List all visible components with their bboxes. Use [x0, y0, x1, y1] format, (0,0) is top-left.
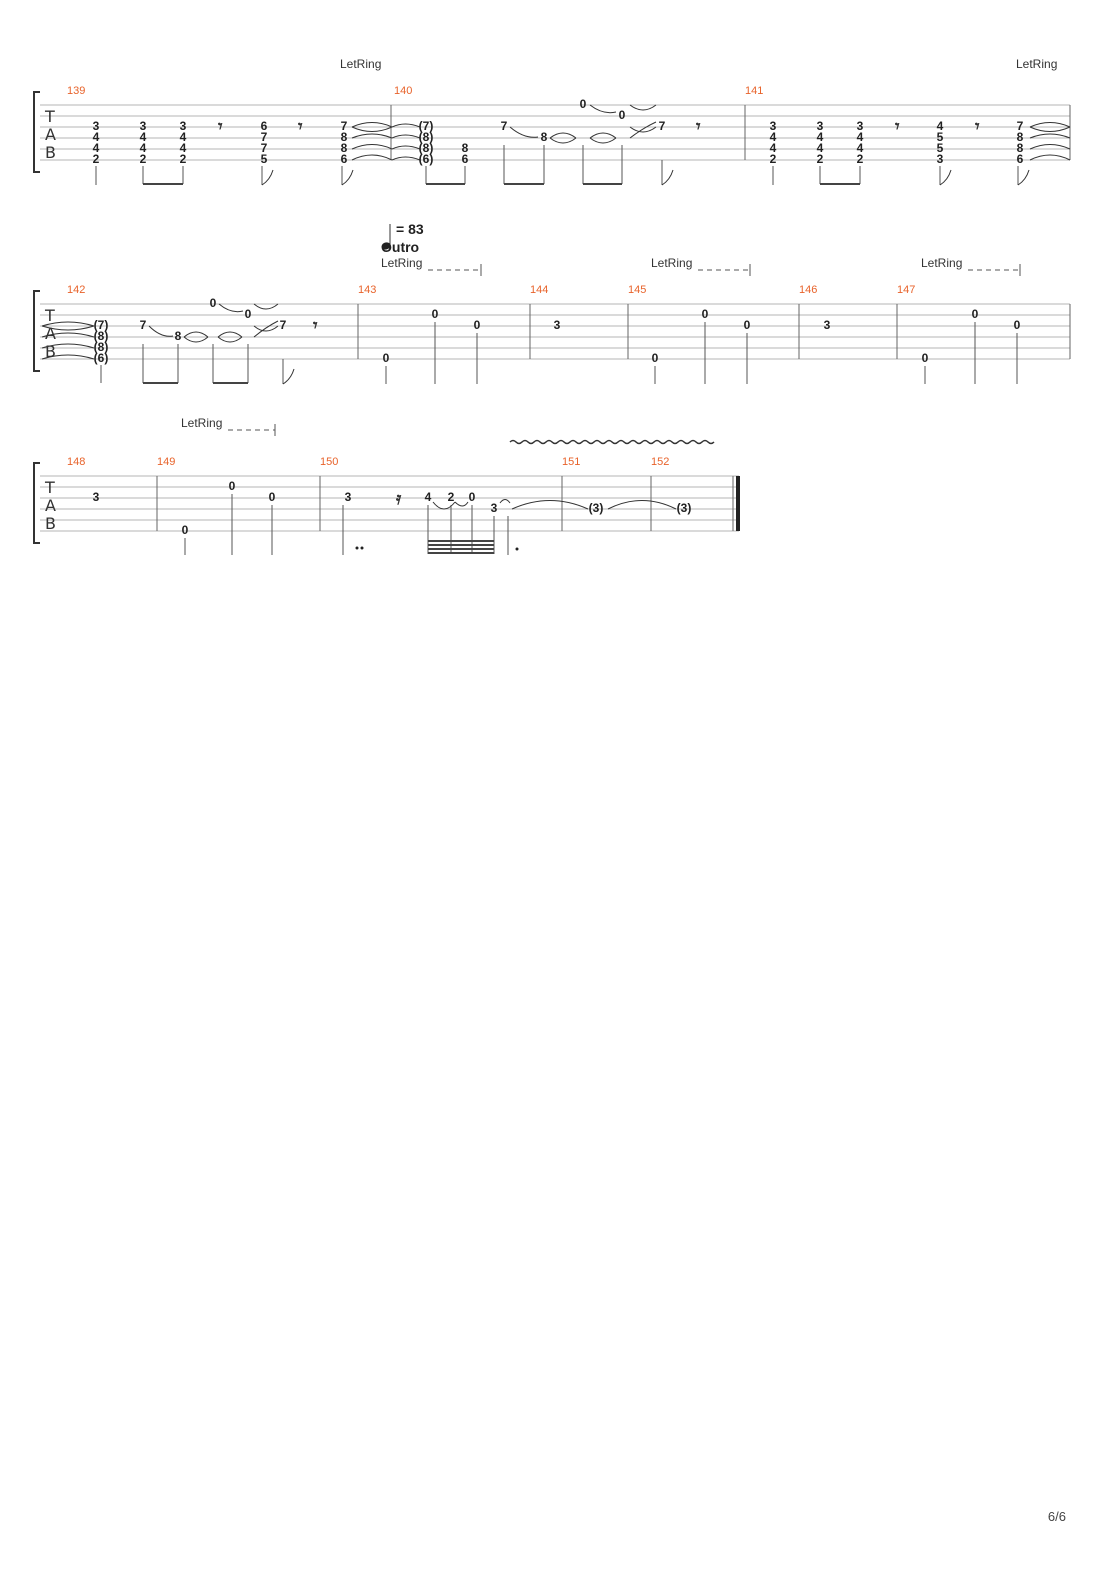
measure-number: 139	[67, 85, 86, 97]
eighth-rest: 𝄾	[975, 117, 980, 137]
tab-clef-a: A	[45, 324, 56, 343]
fret-number: 4	[179, 141, 187, 155]
fret-number: 3	[139, 119, 147, 133]
fret-number: 4	[139, 130, 147, 144]
measure-140	[392, 97, 701, 185]
fret-number: 3	[816, 119, 824, 133]
fret-number: 7	[1016, 119, 1024, 133]
fret-number: (8)	[418, 130, 434, 144]
fret-number: 0	[382, 351, 390, 365]
measure-148	[93, 490, 100, 504]
fret-number: 4	[424, 490, 432, 504]
measure-number: 152	[651, 456, 670, 468]
let-ring-marker	[381, 256, 481, 276]
system-bracket	[34, 92, 40, 172]
tab-clef-t: T	[45, 107, 55, 126]
fret-number: 3	[936, 152, 944, 166]
measure-147	[922, 307, 1021, 384]
tab-strings	[40, 476, 739, 531]
tab-strings	[40, 105, 1070, 160]
fret-number: 3	[553, 318, 561, 332]
measure-150	[343, 489, 588, 555]
fret-number: (3)	[588, 501, 604, 515]
fret-number: 7	[340, 119, 348, 133]
fret-number: 8	[540, 130, 548, 144]
page-number: 6/6	[1047, 1509, 1066, 1524]
final-barline	[736, 476, 740, 531]
fret-number: 4	[856, 141, 864, 155]
measure-142	[42, 296, 318, 384]
measure-146	[824, 318, 831, 332]
fret-number: 2	[179, 152, 187, 166]
fret-number: 5	[936, 130, 944, 144]
fret-number: 7	[658, 119, 666, 133]
measure-number: 149	[157, 456, 176, 468]
measure-144	[554, 318, 561, 332]
fret-number: 4	[179, 130, 187, 144]
fret-number: (8)	[418, 141, 434, 155]
fret-number: (7)	[418, 119, 434, 133]
fret-number: 5	[936, 141, 944, 155]
fret-number: 4	[936, 119, 944, 133]
measure-number: 143	[358, 284, 377, 296]
fret-number: 4	[769, 141, 777, 155]
measure-149	[182, 479, 276, 555]
fret-number: 8	[1016, 130, 1024, 144]
fret-number: 3	[490, 501, 498, 515]
system-3	[34, 416, 740, 555]
vibrato-marker	[510, 441, 714, 444]
fret-number: 0	[209, 296, 217, 310]
fret-number: 0	[181, 523, 189, 537]
tab-clef-b: B	[45, 342, 56, 361]
fret-number: 6	[260, 119, 268, 133]
fret-number: 2	[92, 152, 100, 166]
fret-number: 0	[579, 97, 587, 111]
fret-number: 6	[340, 152, 348, 166]
fret-number: 2	[856, 152, 864, 166]
svg-text:LetRing: LetRing	[381, 256, 423, 270]
measure-number: 145	[628, 284, 647, 296]
fret-number: 2	[139, 152, 147, 166]
fret-number: 2	[447, 490, 455, 504]
tab-clef-a: A	[45, 496, 56, 515]
fret-number: 0	[618, 108, 626, 122]
fret-number: 3	[856, 119, 864, 133]
tab-clef-t: T	[45, 478, 55, 497]
fret-number: 4	[92, 130, 100, 144]
fret-number: 8	[340, 130, 348, 144]
fret-number: 4	[769, 130, 777, 144]
fret-number: 2	[769, 152, 777, 166]
fret-number: 4	[139, 141, 147, 155]
fret-number: (7)	[93, 318, 109, 332]
eighth-rest: 𝄾	[313, 316, 318, 336]
fret-number: 0	[468, 490, 476, 504]
let-ring-marker: LetRing	[340, 57, 382, 71]
eighth-rest: 𝄾	[298, 117, 303, 137]
fret-number: 3	[179, 119, 187, 133]
eighth-rest: 𝄾	[218, 117, 223, 137]
svg-text:LetRing: LetRing	[181, 416, 223, 430]
fret-number: 7	[139, 318, 147, 332]
measure-152	[677, 501, 692, 515]
fret-number: 4	[816, 130, 824, 144]
fret-number: 0	[743, 318, 751, 332]
fret-number: 5	[260, 152, 268, 166]
fret-number: 2	[816, 152, 824, 166]
fret-number: 4	[816, 141, 824, 155]
system-bracket	[34, 463, 40, 543]
fret-number: 3	[769, 119, 777, 133]
fret-number: 0	[431, 307, 439, 321]
fret-number: 4	[856, 130, 864, 144]
fret-number: 3	[344, 490, 352, 504]
measure-143	[383, 307, 481, 384]
fret-number: 0	[701, 307, 709, 321]
fret-number: 4	[92, 141, 100, 155]
measure-number: 148	[67, 456, 86, 468]
measure-number: 150	[320, 456, 339, 468]
fret-number: 8	[1016, 141, 1024, 155]
fret-number: 8	[174, 329, 182, 343]
fret-number: 0	[473, 318, 481, 332]
system-1	[34, 57, 1070, 185]
fret-number: 7	[279, 318, 287, 332]
fret-number: (3)	[676, 501, 692, 515]
fret-number: (6)	[93, 351, 109, 365]
fret-number: 3	[823, 318, 831, 332]
measure-number: 146	[799, 284, 818, 296]
tempo-value: = 83	[396, 221, 424, 237]
measure-number: 141	[745, 85, 764, 97]
measure-145	[652, 307, 751, 384]
let-ring-marker	[181, 416, 275, 436]
fret-number: 0	[1013, 318, 1021, 332]
sixteenth-rest: 𝄿	[396, 489, 402, 509]
fret-number: 3	[92, 119, 100, 133]
fret-number: 7	[500, 119, 508, 133]
fret-number: (8)	[93, 340, 109, 354]
measure-number: 151	[562, 456, 581, 468]
fret-number: 6	[461, 152, 469, 166]
fret-number: 8	[461, 141, 469, 155]
system-bracket	[34, 291, 40, 371]
fret-number: 0	[971, 307, 979, 321]
section-label: Outro	[381, 239, 420, 255]
measure-number: 140	[394, 85, 413, 97]
measure-number: 142	[67, 284, 86, 296]
fret-number: 7	[260, 141, 268, 155]
eighth-rest: 𝄾	[696, 117, 701, 137]
tab-clef-a: A	[45, 125, 56, 144]
let-ring-marker	[921, 256, 1020, 276]
measure-number: 147	[897, 284, 916, 296]
eighth-rest: 𝄾	[895, 117, 900, 137]
fret-number: (6)	[418, 152, 434, 166]
fret-number: 0	[921, 351, 929, 365]
fret-number: 8	[340, 141, 348, 155]
fret-number: 0	[244, 307, 252, 321]
measure-151	[589, 501, 676, 516]
let-ring-marker	[651, 256, 750, 276]
fret-number: 0	[228, 479, 236, 493]
fret-number: 0	[651, 351, 659, 365]
tab-clef-b: B	[45, 514, 56, 533]
tab-clef-b: B	[45, 143, 56, 162]
fret-number: (8)	[93, 329, 109, 343]
measure-number: 144	[530, 284, 549, 296]
fret-number: 3	[92, 490, 100, 504]
fret-number: 7	[260, 130, 268, 144]
svg-text:LetRing: LetRing	[921, 256, 963, 270]
svg-text:LetRing: LetRing	[651, 256, 693, 270]
system-2	[34, 221, 1070, 384]
fret-number: 6	[1016, 152, 1024, 166]
fret-number: 0	[268, 490, 276, 504]
let-ring-marker: LetRing	[1016, 57, 1058, 71]
tab-clef-t: T	[45, 306, 55, 325]
